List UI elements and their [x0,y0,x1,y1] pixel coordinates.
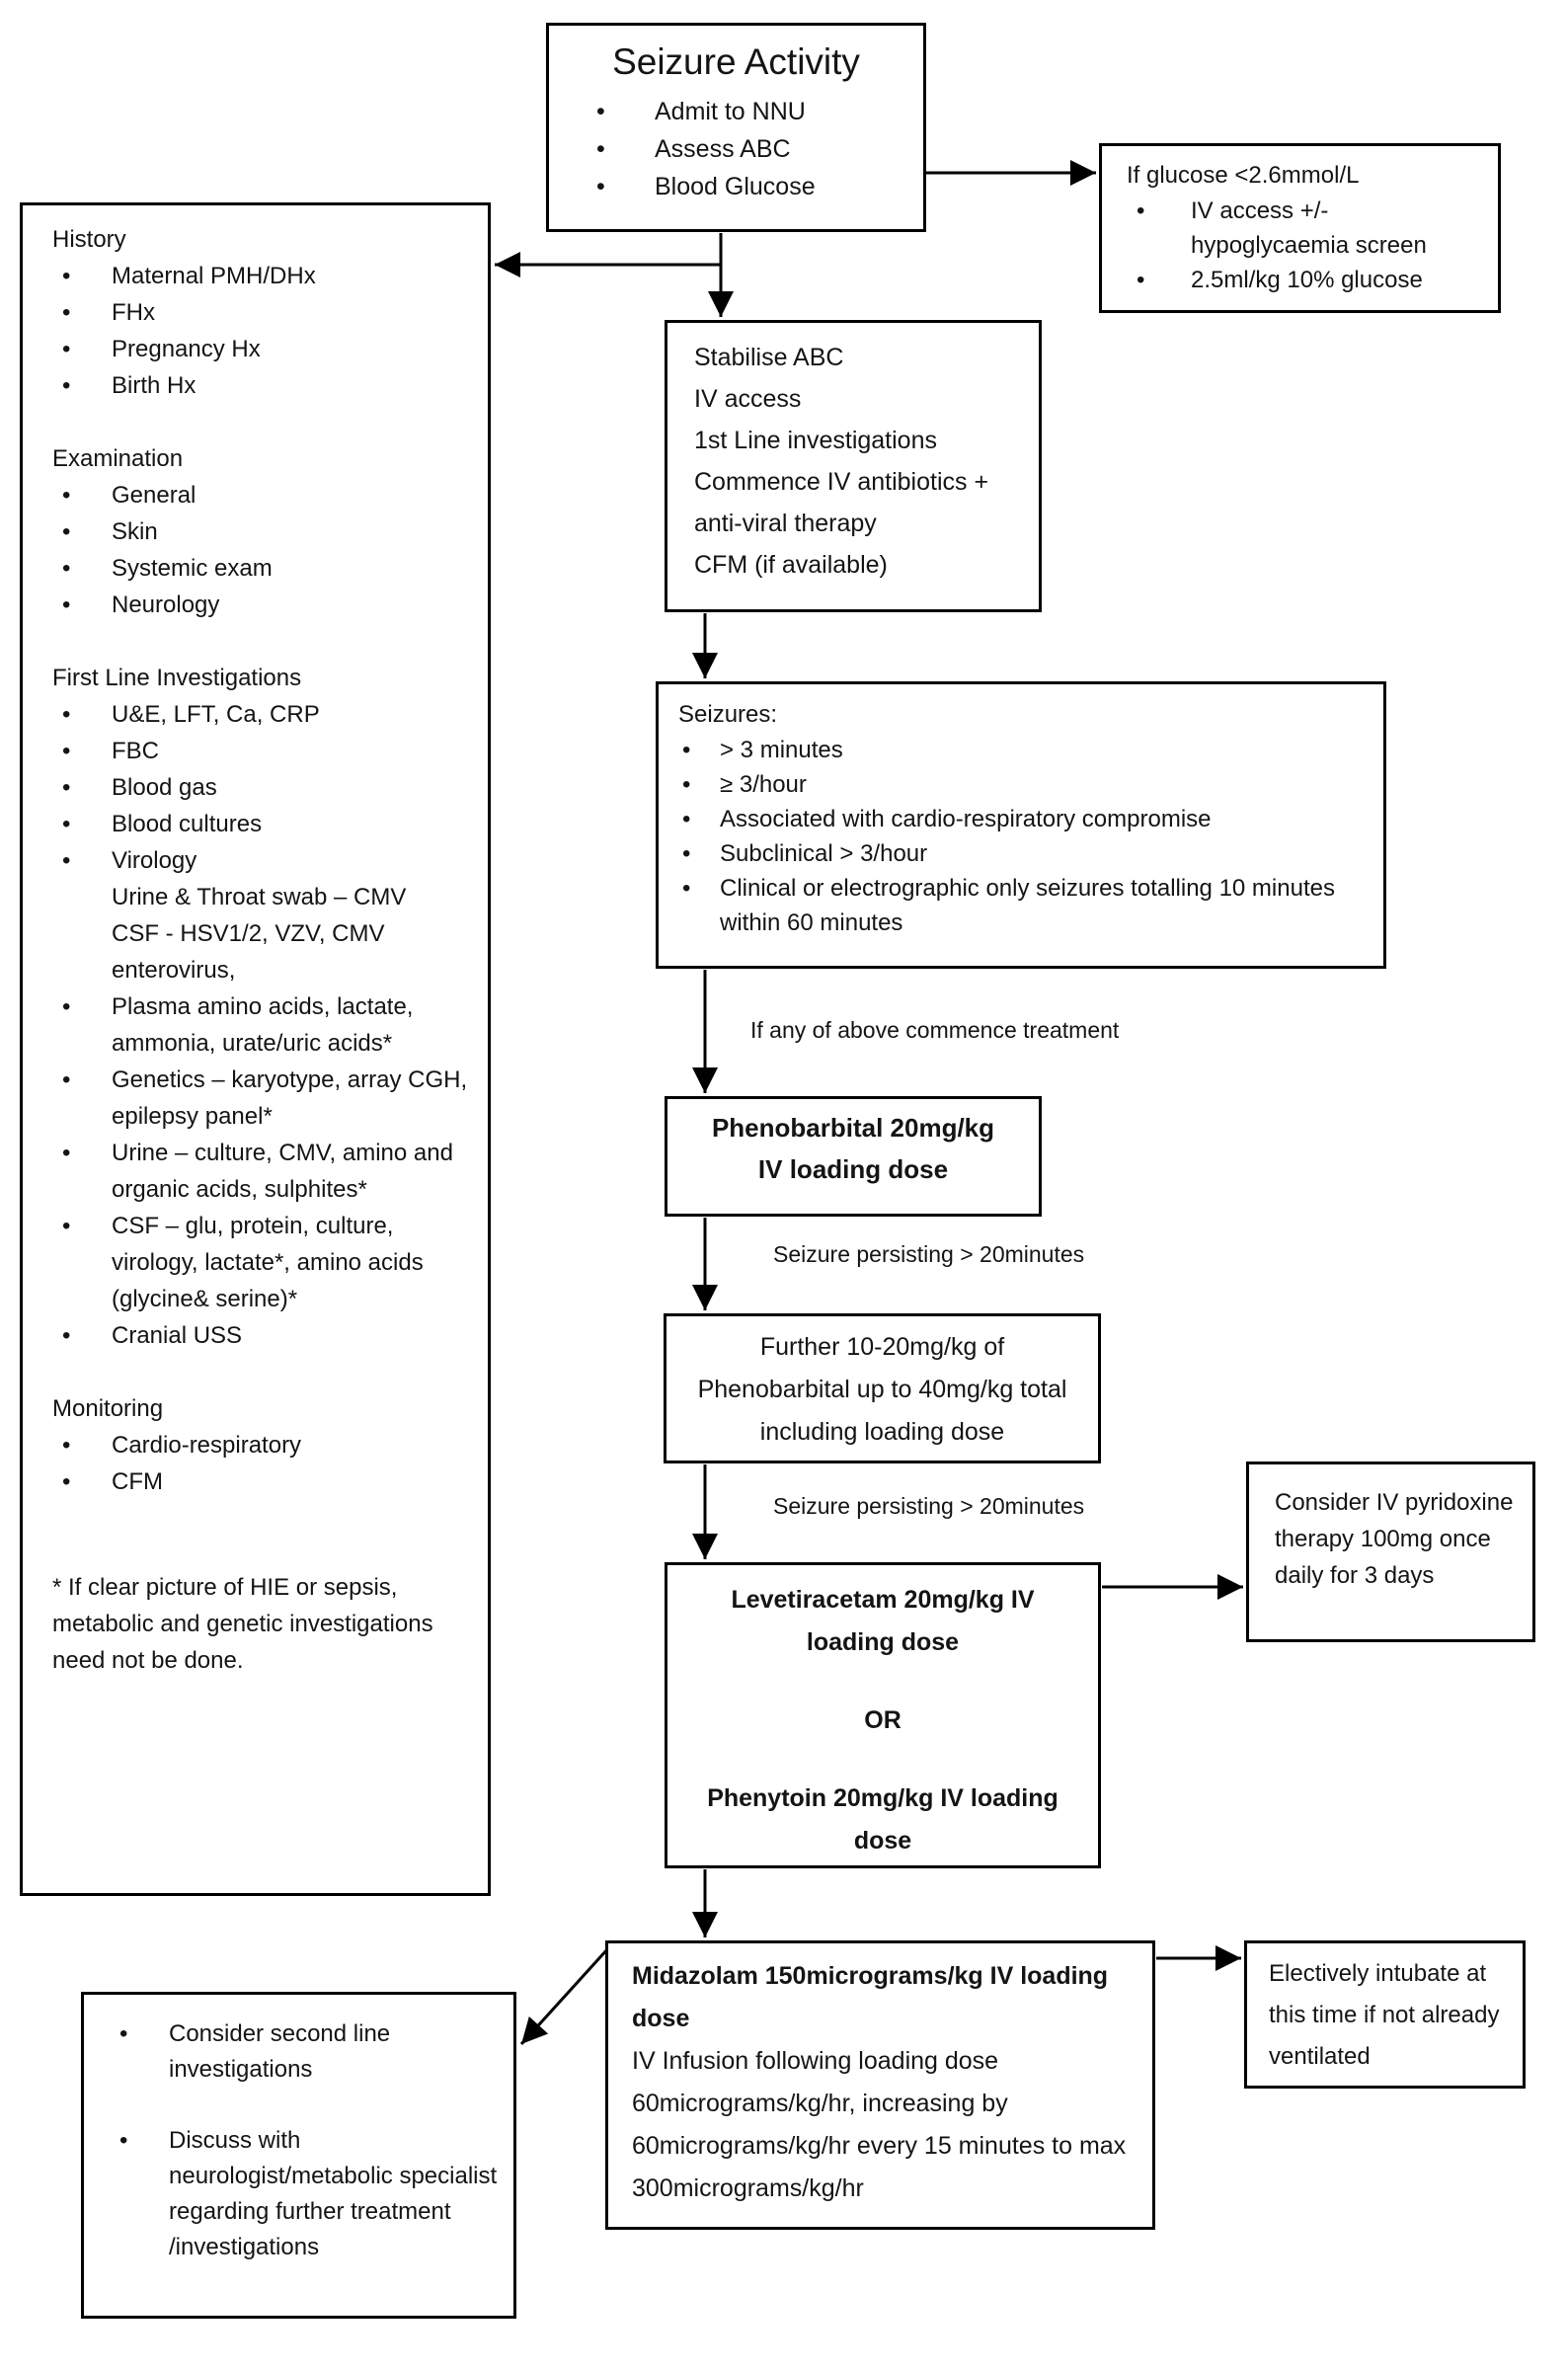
low-glucose-box [1099,143,1501,313]
list-item: • IV access +/- hypoglycaemia screen [1127,194,1484,263]
connector-midazolam-to-secondline [521,1948,608,2044]
or-label: OR [864,1706,902,1734]
list-item: • Birth Hx [52,367,474,404]
list-item: • Genetics – karyotype, array CGH, epilepsy panel* [52,1062,474,1135]
list-item: • Blood Glucose [588,168,923,205]
list-item: • FHx [52,294,474,331]
list-item: • Admit to NNU [588,93,923,130]
stabilise-line: Commence IV antibiotics + [694,468,989,496]
seizures-heading: Seizures: [678,701,778,728]
label-commence-treatment: If any of above commence treatment [750,1017,1120,1043]
list-item: • Assess ABC [588,130,923,168]
history-section [52,221,474,404]
intubate-box: Electively intubate at this time if not already ventilated [1244,1940,1526,2089]
list-item: • Blood cultures [52,806,474,842]
list-item: • Clinical or electrographic only seizures totalling 10 minutes within 60 minutes [678,871,1366,940]
list-item: • Systemic exam [52,550,474,587]
list-item: • Subclinical > 3/hour [678,836,1366,871]
label-seizure-persisting-1: Seizure persisting > 20minutes [773,1241,1085,1267]
list-item: • Blood gas [52,769,474,806]
list-item: • General [52,477,474,514]
list-item: • Discuss with neurologist/metabolic specialist regarding further treatment /investigations [112,2123,500,2265]
list-item: • Plasma amino acids, lactate, ammonia, urate/uric acids* [52,988,474,1062]
levetiracetam-phenytoin-box [665,1562,1101,1868]
investigations-footnote: * If clear picture of HIE or sepsis, metabolic and genetic investigations need not be done. [52,1574,433,1674]
pyridoxine-box: Consider IV pyridoxine therapy 100mg once daily for 3 days [1246,1462,1535,1642]
stabilise-line: 1st Line investigations [694,427,937,454]
list-item: • Pregnancy Hx [52,331,474,367]
list-item: • ≥ 3/hour [678,767,1366,802]
stabilise-line: anti-viral therapy [694,510,877,537]
monitoring-section [52,1390,474,1500]
history-investigations-box [20,202,491,1896]
list-item: • Cranial USS [52,1317,474,1354]
list-subitem: CSF - HSV1/2, VZV, CMV [112,920,385,947]
list-item: • U&E, LFT, Ca, CRP [52,696,474,733]
list-item: • Consider second line investigations [112,2016,500,2088]
section-heading: Monitoring [52,1395,164,1422]
stabilise-line: Stabilise ABC [694,344,844,371]
first-line-investigations-section [52,660,474,1354]
list-subitem: enterovirus, [112,957,236,984]
list-item: • 2.5ml/kg 10% glucose [1127,263,1484,297]
list-item: • Cardio-respiratory [52,1427,474,1463]
list-item: • Neurology [52,587,474,623]
midazolam-infusion-text: IV Infusion following loading dose 60micrograms/kg/hr, increasing by 60micrograms/kg/hr every 15 minutes to max 300micrograms/kg/hr [632,2047,1127,2202]
levetiracetam-option: Levetiracetam 20mg/kg IV loading dose [731,1586,1035,1656]
list-item: • FBC [52,733,474,769]
stabilise-abc-box [665,320,1042,612]
phenobarbital-box: Phenobarbital 20mg/kg IV loading dose [665,1096,1042,1217]
seizure-activity-title: Seizure Activity [612,41,860,82]
list-item: • Associated with cardio-respiratory compromise [678,802,1366,836]
seizure-criteria-box [656,681,1386,969]
midazolam-box [605,1940,1155,2230]
list-subitem: Urine & Throat swab – CMV [112,884,407,910]
list-item: • > 3 minutes [678,733,1366,767]
section-heading: Examination [52,445,184,472]
further-phenobarbital-box: Further 10-20mg/kg of Phenobarbital up to 40mg/kg total including loading dose [664,1313,1101,1463]
list-item: • CFM [52,1463,474,1500]
seizure-activity-box [546,23,926,232]
list-item: • Urine – culture, CMV, amino and organic acids, sulphites* [52,1135,474,1208]
section-heading: History [52,226,126,253]
stabilise-line: IV access [694,385,802,413]
glucose-heading: If glucose <2.6mmol/L [1127,162,1360,189]
midazolam-title: Midazolam 150micrograms/kg IV loading dose [632,1962,1109,2032]
examination-section [52,440,474,623]
list-item: • Virology [52,842,474,879]
list-item: • Maternal PMH/DHx [52,258,474,294]
stabilise-line: CFM (if available) [694,551,888,579]
list-item: • CSF – glu, protein, culture, virology, lactate*, amino acids (glycine& serine)* [52,1208,474,1317]
phenytoin-option: Phenytoin 20mg/kg IV loading dose [707,1784,1058,1855]
section-heading: First Line Investigations [52,665,302,691]
list-item: • Skin [52,514,474,550]
label-seizure-persisting-2: Seizure persisting > 20minutes [773,1493,1085,1519]
second-line-box [81,1992,516,2319]
